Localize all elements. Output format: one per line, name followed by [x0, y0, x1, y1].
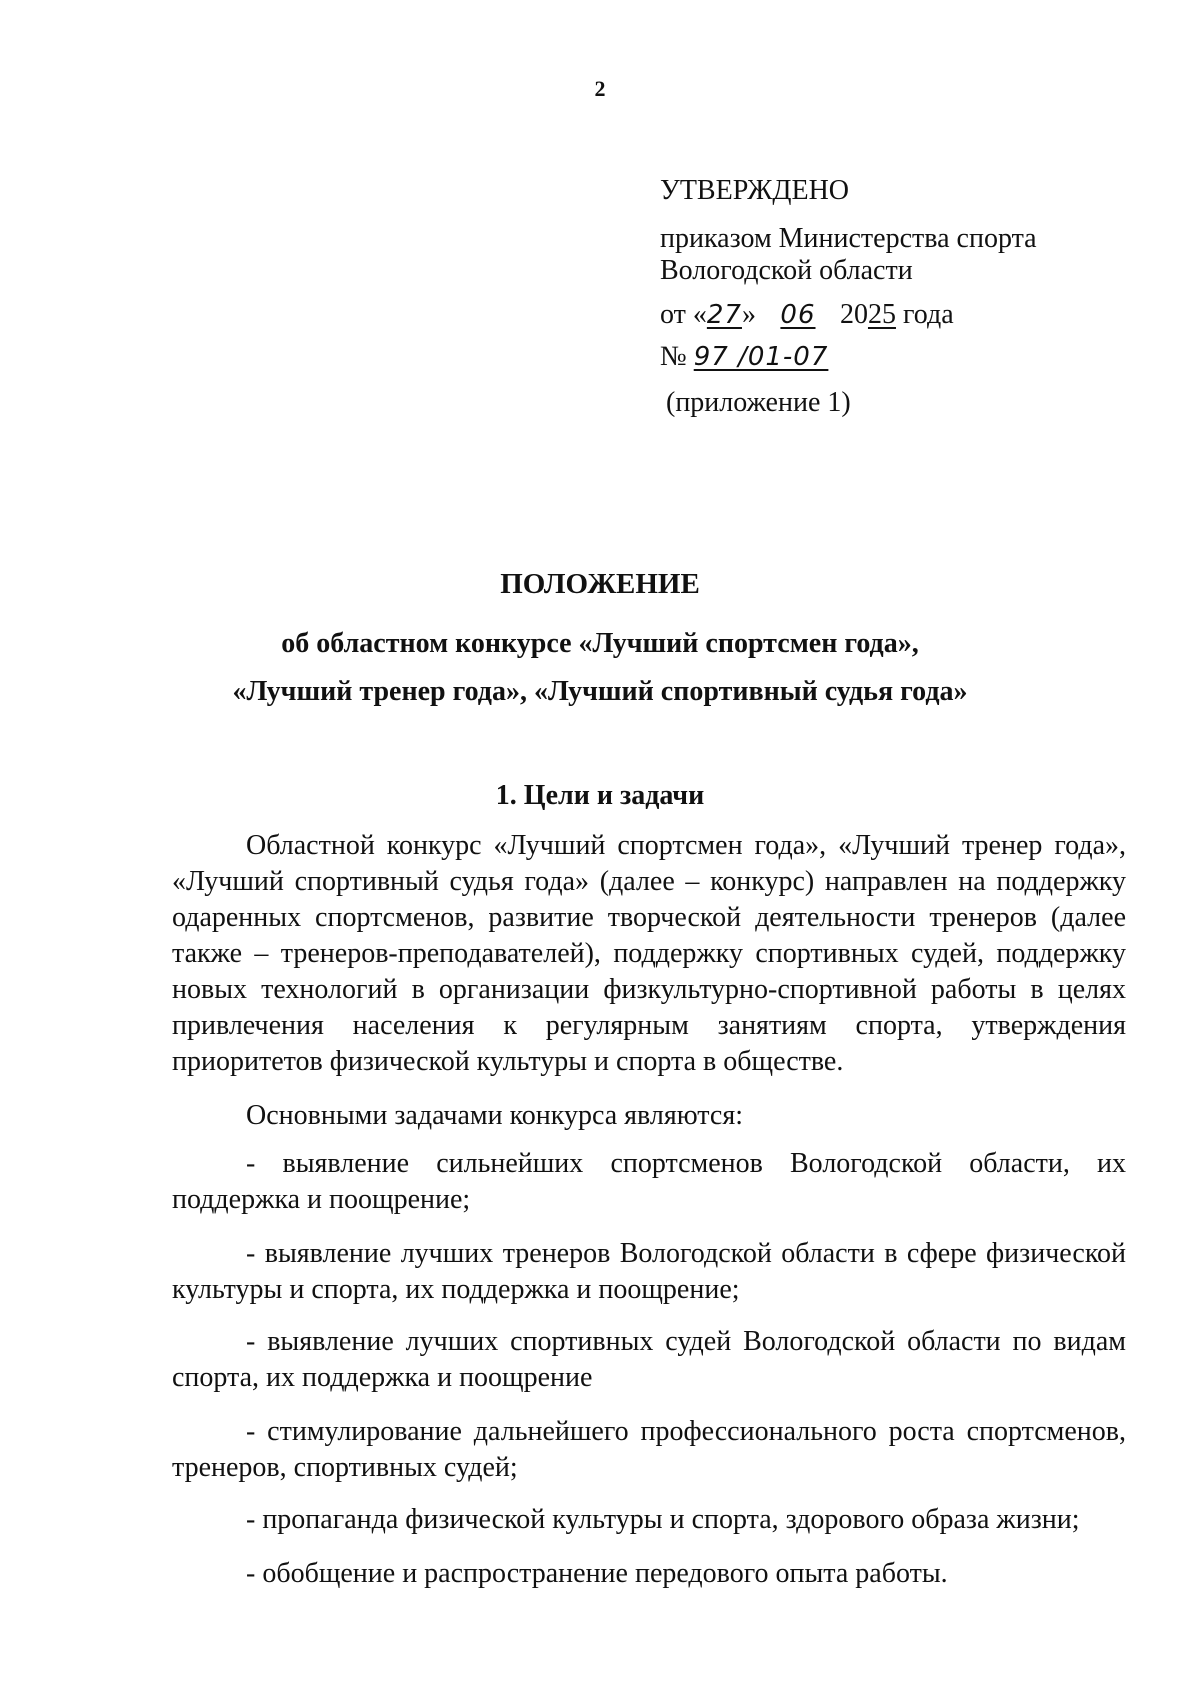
document-title: ПОЛОЖЕНИЕ: [500, 568, 700, 600]
date-suffix: года: [895, 299, 954, 330]
approval-order-line-2: Вологодской области: [660, 255, 913, 286]
list-item: - выявление лучших тренеров Вологодской области в сфере физической культуры и спорта, их поддержка и поощрение;: [172, 1238, 1126, 1305]
date-mid: »: [741, 299, 756, 330]
approval-title: УТВЕРЖДЕНО: [660, 175, 850, 206]
date-month-handwritten: [756, 299, 840, 331]
approval-order-line-1: приказом Министерства спорта: [660, 223, 1037, 254]
date-year-prefix: 20: [839, 299, 868, 330]
list-item: - выявление сильнейших спортсменов Вологодской области, их поддержка и поощрение;: [172, 1148, 1126, 1215]
approval-appendix: (приложение 1): [666, 387, 851, 418]
number-handwritten: 97 /01-07: [693, 342, 829, 372]
number-prefix: №: [660, 341, 694, 372]
date-day-handwritten: 27: [706, 300, 742, 330]
approval-number: [660, 341, 1120, 373]
approval-date: [660, 299, 1120, 331]
list-item: - пропаганда физической культуры и спорта, здорового образа жизни;: [246, 1504, 1080, 1535]
document-subtitle-line-1: об областном конкурсе «Лучший спортсмен года»,: [281, 628, 919, 659]
approval-block: [660, 175, 1120, 419]
list-item: - обобщение и распространение передового опыта работы.: [246, 1558, 948, 1589]
date-prefix: от «: [660, 299, 707, 330]
paragraph: Основными задачами конкурса являются:: [246, 1100, 743, 1131]
page-number: 2: [594, 76, 606, 101]
list-item: - выявление лучших спортивных судей Вологодской области по видам спорта, их поддержка и поощрение: [172, 1326, 1126, 1393]
date-year-suffix: 25: [867, 299, 896, 330]
approval-order: [660, 223, 1120, 287]
list-item: - стимулирование дальнейшего профессионального роста спортсменов, тренеров, спортивных судей;: [172, 1416, 1126, 1483]
date-month-value: 06: [780, 300, 816, 330]
paragraph: Областной конкурс «Лучший спортсмен года», «Лучший тренер года», «Лучший спортивный судья года» (далее – конкурс) направлен на поддержку одаренных спортсменов, развитие творческой деятельности тренеров (далее также – тренеров-преподавателей), поддержку спортивных судей, поддержку новых технологий в организации физкультурно-спортивной работы в целях привлечения населения к регулярным занятиям спорта, утверждения приоритетов физической культуры и спорта в обществе.: [172, 830, 1126, 1077]
section-heading: 1. Цели и задачи: [495, 780, 705, 811]
document-subtitle-line-2: «Лучший тренер года», «Лучший спортивный судья года»: [232, 676, 968, 707]
